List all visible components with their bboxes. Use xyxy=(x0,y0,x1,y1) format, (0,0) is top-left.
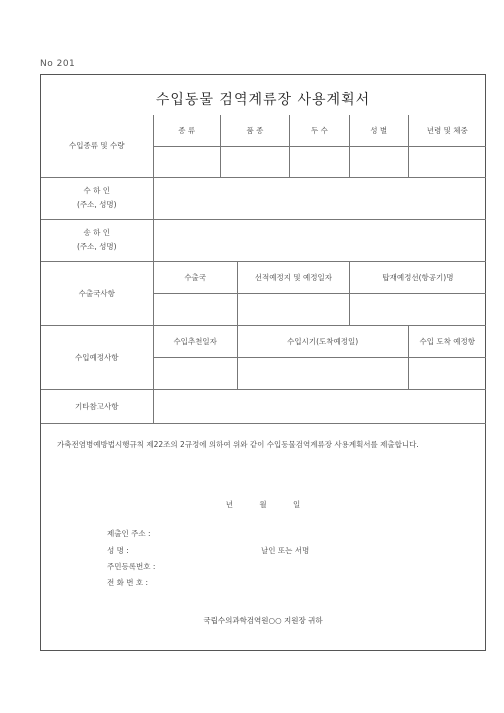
date-year: 년 xyxy=(225,500,233,509)
consignor-label: 송 하 인 (주소, 성명) xyxy=(41,219,153,261)
header-arrival-port: 수입 도착 예정항 xyxy=(408,325,486,357)
header-age-weight: 년령 및 체중 xyxy=(408,115,486,146)
applicant-name: 성 명 : xyxy=(107,546,129,555)
applicant-address: 제출인 주소 : xyxy=(107,529,151,538)
header-species: 종 류 xyxy=(153,115,220,146)
header-sex: 성 별 xyxy=(349,115,408,146)
species-cell[interactable] xyxy=(153,146,220,177)
breed-cell[interactable] xyxy=(220,146,289,177)
applicant-phone: 전 화 번 호 : xyxy=(107,578,149,587)
form-table xyxy=(41,115,486,424)
seal-or-signature: 날인 또는 서명 xyxy=(261,546,310,555)
date-line xyxy=(41,499,485,510)
consignor-cell[interactable] xyxy=(153,219,486,261)
header-export-country: 수출국 xyxy=(153,261,237,293)
header-arrival-date: 수입시기(도착예정일) xyxy=(237,325,408,357)
header-vessel: 탑재예정선(항공기)명 xyxy=(349,261,486,293)
declaration-text: 가축전염병예방법시행규칙 제22조의 2규정에 의하여 위와 같이 수입동물검역계류장 사용계획서를 제출합니다. xyxy=(57,440,419,449)
export-label: 수출국사항 xyxy=(41,261,153,325)
application-form xyxy=(40,74,486,651)
date-day: 일 xyxy=(293,500,301,509)
applicant-id: 주민등록번호 : xyxy=(107,562,156,571)
form-number: No 201 xyxy=(40,59,76,69)
date-month: 월 xyxy=(259,500,267,509)
arrival-date-cell[interactable] xyxy=(237,357,408,389)
other-cell[interactable] xyxy=(153,389,486,423)
consignee-cell[interactable] xyxy=(153,177,486,219)
age-weight-cell[interactable] xyxy=(408,146,486,177)
header-breed: 품 종 xyxy=(220,115,289,146)
form-title: 수입동물 검역계류장 사용계획서 xyxy=(155,92,371,108)
arrival-port-cell[interactable] xyxy=(408,357,486,389)
animal-label: 수입종류 및 수량 xyxy=(41,115,153,177)
addressee: 국립수의과학검역원○○ 지원장 귀하 xyxy=(203,616,323,625)
other-label: 기타참고사항 xyxy=(41,389,153,423)
consignee-label: 수 하 인 (주소, 성명) xyxy=(41,177,153,219)
sex-cell[interactable] xyxy=(349,146,408,177)
header-count: 두 수 xyxy=(290,115,350,146)
import-plan-label: 수입예정사항 xyxy=(41,325,153,389)
header-shipping-place: 선적예정지 및 예정일자 xyxy=(237,261,349,293)
vessel-cell[interactable] xyxy=(349,293,486,325)
count-cell[interactable] xyxy=(290,146,350,177)
export-country-cell[interactable] xyxy=(153,293,237,325)
header-recommend-date: 수입추천일자 xyxy=(153,325,237,357)
shipping-place-cell[interactable] xyxy=(237,293,349,325)
recommend-date-cell[interactable] xyxy=(153,357,237,389)
